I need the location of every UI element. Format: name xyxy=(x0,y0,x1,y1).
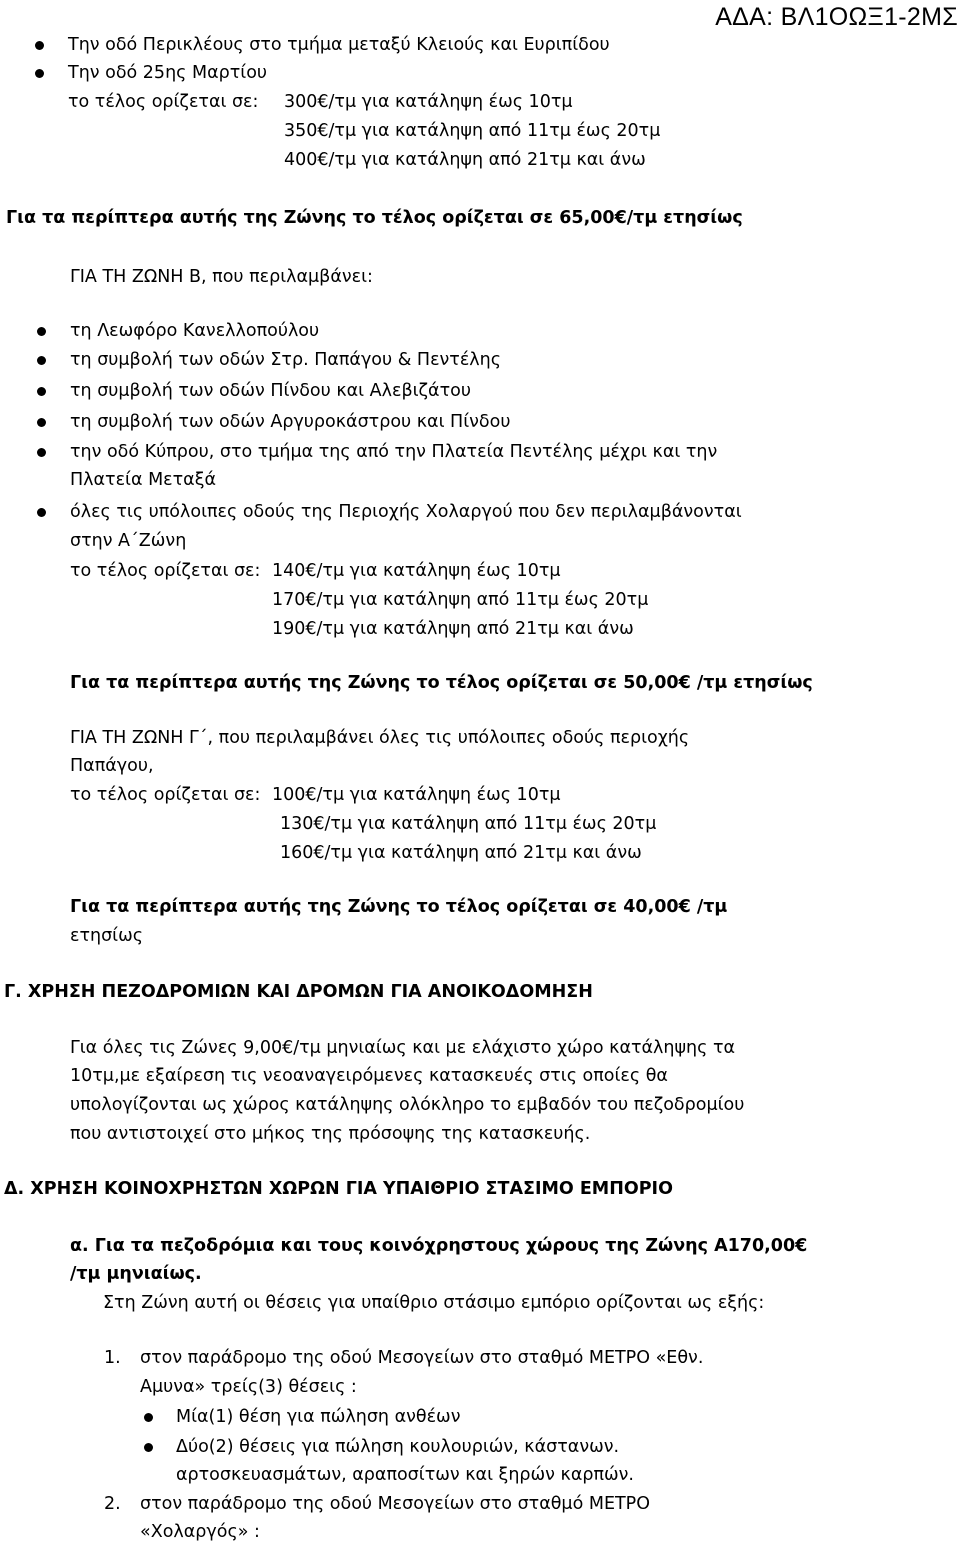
bullet-text: Δύο(2) θέσεις για πώληση κουλουριών, κάστανων. xyxy=(176,1437,620,1457)
bullet-dot xyxy=(35,69,44,78)
bullet-text-cont: στην Α΄Ζώνη xyxy=(70,531,187,551)
bullet-dot xyxy=(35,41,44,50)
para-line: υπολογίζονται ως χώρος κατάληψης ολόκληρο το εμβαδόν του πεζοδρομίου xyxy=(70,1095,745,1115)
bullet-dot xyxy=(144,1413,153,1422)
fee-intro: το τέλος ορίζεται σε: xyxy=(68,92,259,112)
bullet-text: τη συμβολή των οδών Αργυροκάστρου και Πίνδου xyxy=(70,412,511,432)
fee-line: 350€/τμ για κατάληψη από 11τμ έως 20τμ xyxy=(284,121,661,141)
bullet-text: την οδό Κύπρου, στο τμήμα της από την Πλατεία Πεντέλης μέχρι και την xyxy=(70,442,718,462)
bullet-text: τη συμβολή των οδών Πίνδου και Αλεβιζάτου xyxy=(70,381,471,401)
zone-b-title: ΓΙΑ ΤΗ ΖΩΝΗ Β, που περιλαμβάνει: xyxy=(70,267,373,287)
bullet-dot xyxy=(37,387,46,396)
bullet-text-cont: Πλατεία Μεταξά xyxy=(70,470,216,490)
para-line: Για όλες τις Ζώνες 9,00€/τμ μηνιαίως και με ελάχιστο χώρο κατάληψης τα xyxy=(70,1038,736,1058)
bullet-text: Μία(1) θέση για πώληση ανθέων xyxy=(176,1407,461,1427)
fee-line: 190€/τμ για κατάληψη από 21τμ και άνω xyxy=(272,619,634,639)
kiosk-fee-line: Για τα περίπτερα αυτής της Ζώνης το τέλος ορίζεται σε 40,00€ /τμ xyxy=(70,897,728,917)
bullet-dot xyxy=(144,1443,153,1452)
fee-line: 100€/τμ για κατάληψη έως 10τμ xyxy=(272,785,561,805)
item-number: 1. xyxy=(104,1348,121,1368)
para-line: που αντιστοιχεί στο μήκος της πρόσοψης της κατασκευής. xyxy=(70,1124,591,1144)
bullet-dot xyxy=(37,448,46,457)
fee-intro: το τέλος ορίζεται σε: xyxy=(70,785,261,805)
item-text-cont: Αμυνα» τρείς(3) θέσεις : xyxy=(140,1377,357,1397)
item-text-cont: «Χολαργός» : xyxy=(140,1522,260,1542)
section-d-heading: Δ. ΧΡΗΣΗ ΚΟΙΝΟΧΡΗΣΤΩΝ ΧΩΡΩΝ ΓΙΑ ΥΠΑΙΘΡΙΟ ΣΤΑΣΙΜΟ ΕΜΠΟΡΙΟ xyxy=(4,1179,673,1199)
bullet-text: τη συμβολή των οδών Στρ. Παπάγου & Πεντέλης xyxy=(70,350,502,370)
kiosk-fee-line: Για τα περίπτερα αυτής της Ζώνης το τέλος ορίζεται σε 65,00€/τμ ετησίως xyxy=(6,208,743,228)
item-text: στον παράδρομο της οδού Μεσογείων στο σταθμό ΜΕΤΡΟ xyxy=(140,1494,651,1514)
fee-intro: το τέλος ορίζεται σε: xyxy=(70,561,261,581)
bullet-text: τη Λεωφόρο Κανελλοπούλου xyxy=(70,321,320,341)
fee-line: 130€/τμ για κατάληψη από 11τμ έως 20τμ xyxy=(280,814,657,834)
item-number: 2. xyxy=(104,1494,121,1514)
subsection-a-title-cont: /τμ μηνιαίως. xyxy=(70,1264,202,1284)
para-line: 10τμ,με εξαίρεση τις νεοαναγειρόμενες κατασκευές στις οποίες θα xyxy=(70,1066,668,1086)
fee-line: 300€/τμ για κατάληψη έως 10τμ xyxy=(284,92,573,112)
fee-line: 140€/τμ για κατάληψη έως 10τμ xyxy=(272,561,561,581)
fee-line: 400€/τμ για κατάληψη από 21τμ και άνω xyxy=(284,150,646,170)
bullet-dot xyxy=(37,327,46,336)
zone-c-title: ΓΙΑ ΤΗ ΖΩΝΗ Γ΄, που περιλαμβάνει όλες τις υπόλοιπες οδούς περιοχής xyxy=(70,728,690,748)
bullet-text: Την οδό 25ης Μαρτίου xyxy=(68,63,268,83)
subsection-a-title: α. Για τα πεζοδρόμια και τους κοινόχρηστους χώρους της Ζώνης Α170,00€ xyxy=(70,1236,808,1256)
fee-line: 170€/τμ για κατάληψη από 11τμ έως 20τμ xyxy=(272,590,649,610)
section-g-heading: Γ. ΧΡΗΣΗ ΠΕΖΟΔΡΟΜΙΩΝ ΚΑΙ ΔΡΟΜΩΝ ΓΙΑ ΑΝΟΙΚΟΔΟΜΗΣΗ xyxy=(4,982,593,1002)
item-text: στον παράδρομο της οδού Μεσογείων στο σταθμό ΜΕΤΡΟ «Εθν. xyxy=(140,1348,704,1368)
bullet-dot xyxy=(37,508,46,517)
intro-text: Στη Ζώνη αυτή οι θέσεις για υπαίθριο στάσιμο εμπόριο ορίζονται ως εξής: xyxy=(103,1293,765,1313)
bullet-text: Την οδό Περικλέους στο τμήμα μεταξύ Κλειούς και Ευριπίδου xyxy=(68,35,610,55)
kiosk-fee-cont: ετησίως xyxy=(70,926,144,946)
bullet-dot xyxy=(37,356,46,365)
zone-c-title-cont: Παπάγου, xyxy=(70,756,154,776)
bullet-dot xyxy=(37,418,46,427)
fee-line: 160€/τμ για κατάληψη από 21τμ και άνω xyxy=(280,843,642,863)
bullet-text-cont: αρτοσκευασμάτων, αραποσίτων και ξηρών καρπών. xyxy=(176,1465,634,1485)
kiosk-fee-line: Για τα περίπτερα αυτής της Ζώνης το τέλος ορίζεται σε 50,00€ /τμ ετησίως xyxy=(70,673,813,693)
ada-code: ΑΔΑ: ΒΛ1ΟΩΞ1-2ΜΣ xyxy=(715,3,958,31)
bullet-text: όλες τις υπόλοιπες οδούς της Περιοχής Χολαργού που δεν περιλαμβάνονται xyxy=(70,502,742,522)
